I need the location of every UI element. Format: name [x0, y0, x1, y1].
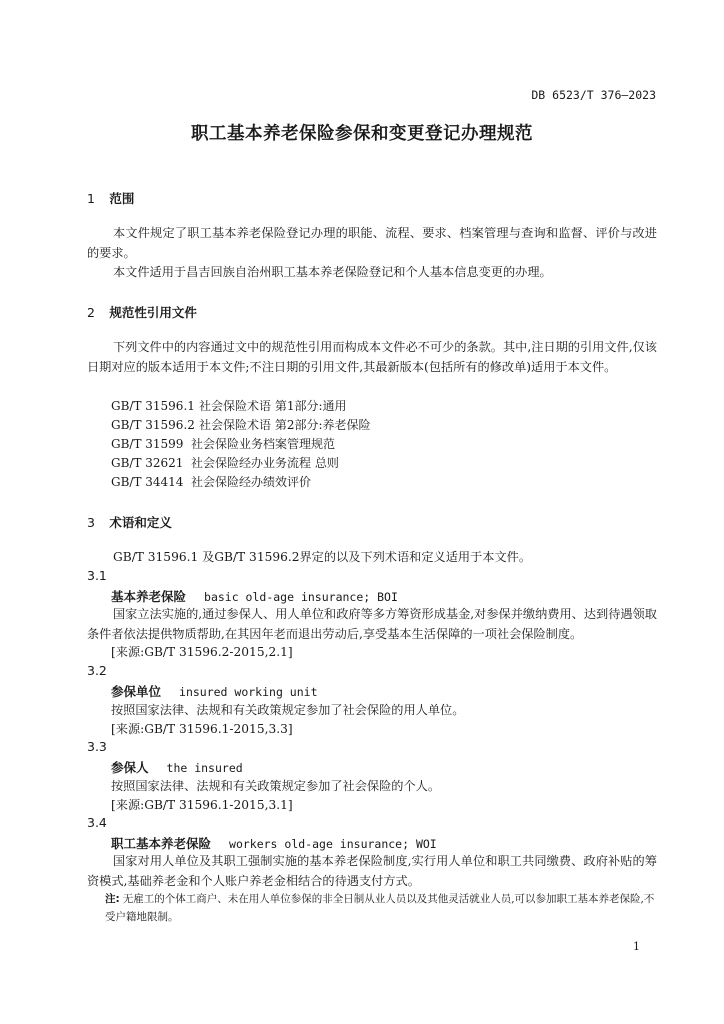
term-definition: 按照国家法律、法规和有关政策规定参加了社会保险的个人。: [111, 779, 441, 793]
section-title: 规范性引用文件: [109, 305, 197, 320]
reference-title: 社会保险经办业务流程 总则: [191, 456, 339, 470]
section-2-paragraph-1: 下列文件中的内容通过文中的规范性引用而构成本文件必不可少的条款。其中,注日期的引用文件,仅该日期对应的版本适用于本文件;不注日期的引用文件,其最新版本(包括所有的修改单)适用于本文件。: [87, 340, 657, 374]
reference-item: [111, 416, 371, 433]
section-1-paragraph-1: 本文件规定了职工基本养老保险登记办理的职能、流程、要求、档案管理与查询和监督、评价与改进的要求。: [87, 226, 657, 260]
term-chinese: 参保人: [111, 760, 149, 775]
section-2-heading: [87, 303, 197, 321]
term-source: [来源:GB/T 31596.1-2015,3.1]: [111, 798, 293, 812]
term-english: the insured: [166, 761, 243, 775]
reference-code: GB/T 31596.1: [111, 399, 195, 413]
term-note: [105, 890, 660, 926]
document-title: 职工基本养老保险参保和变更登记办理规范: [191, 124, 533, 144]
section-3-intro: GB/T 31596.1 及GB/T 31596.2界定的以及下列术语和定义适用于本文件。: [113, 550, 532, 564]
term-chinese: 基本养老保险: [111, 589, 187, 604]
reference-title: 社会保险术语 第2部分:养老保险: [199, 418, 371, 432]
section-number: 2: [87, 305, 95, 320]
term-source: [来源:GB/T 31596.1-2015,3.3]: [111, 722, 293, 736]
reference-item: [111, 435, 335, 452]
section-1-heading: [87, 189, 134, 207]
section-3-heading: [87, 513, 172, 531]
term-english: basic old-age insurance; BOI: [204, 590, 398, 604]
term-definition: 按照国家法律、法规和有关政策规定参加了社会保险的用人单位。: [111, 703, 465, 717]
section-title: 术语和定义: [109, 515, 172, 530]
section-title: 范围: [109, 191, 135, 206]
term-definition: 国家对用人单位及其职工强制实施的基本养老保险制度,实行用人单位和职工共同缴费、政府补贴的筹资模式,基础养老金和个人账户养老金相结合的待遇支付方式。: [87, 854, 657, 888]
term-source: [来源:GB/T 31596.2-2015,2.1]: [111, 645, 293, 659]
term-number: 3.4: [87, 815, 107, 830]
reference-item: [111, 473, 311, 490]
term-chinese: 参保单位: [111, 684, 162, 699]
term-number: 3.1: [87, 568, 107, 583]
section-number: 3: [87, 515, 95, 530]
term-english: insured working unit: [179, 685, 318, 699]
note-text: 无雇工的个体工商户、未在用人单位参保的非全日制从业人员以及其他灵活就业人员,可以参加职工基本养老保险,不受户籍地限制。: [105, 893, 655, 923]
reference-title: 社会保险业务档案管理规范: [191, 437, 336, 451]
section-1-paragraph-2: 本文件适用于昌吉回族自治州职工基本养老保险登记和个人基本信息变更的办理。: [113, 265, 552, 279]
reference-item: [111, 454, 339, 471]
page-number: 1: [633, 940, 640, 953]
section-number: 1: [87, 191, 95, 206]
reference-title: 社会保险术语 第1部分:通用: [199, 399, 347, 413]
term-chinese: 职工基本养老保险: [111, 836, 212, 851]
term-heading: [111, 834, 437, 852]
reference-title: 社会保险经办绩效评价: [191, 475, 312, 489]
reference-code: GB/T 31599: [111, 437, 184, 451]
term-heading: [111, 587, 398, 605]
term-number: 3.3: [87, 739, 107, 754]
standard-code: DB 6523/T 376—2023: [531, 88, 656, 102]
term-heading: [111, 758, 243, 776]
term-definition: 国家立法实施的,通过参保人、用人单位和政府等多方筹资形成基金,对参保并缴纳费用、达到待遇领取条件者依法提供物质帮助,在其因年老而退出劳动后,享受基本生活保障的一项社会保险制度。: [87, 607, 657, 641]
reference-code: GB/T 32621: [111, 456, 184, 470]
term-english: workers old-age insurance; WOI: [229, 837, 437, 851]
term-heading: [111, 682, 318, 700]
reference-item: [111, 397, 347, 414]
note-label: 注:: [105, 893, 120, 905]
reference-code: GB/T 34414: [111, 475, 184, 489]
reference-code: GB/T 31596.2: [111, 418, 195, 432]
term-number: 3.2: [87, 663, 107, 678]
